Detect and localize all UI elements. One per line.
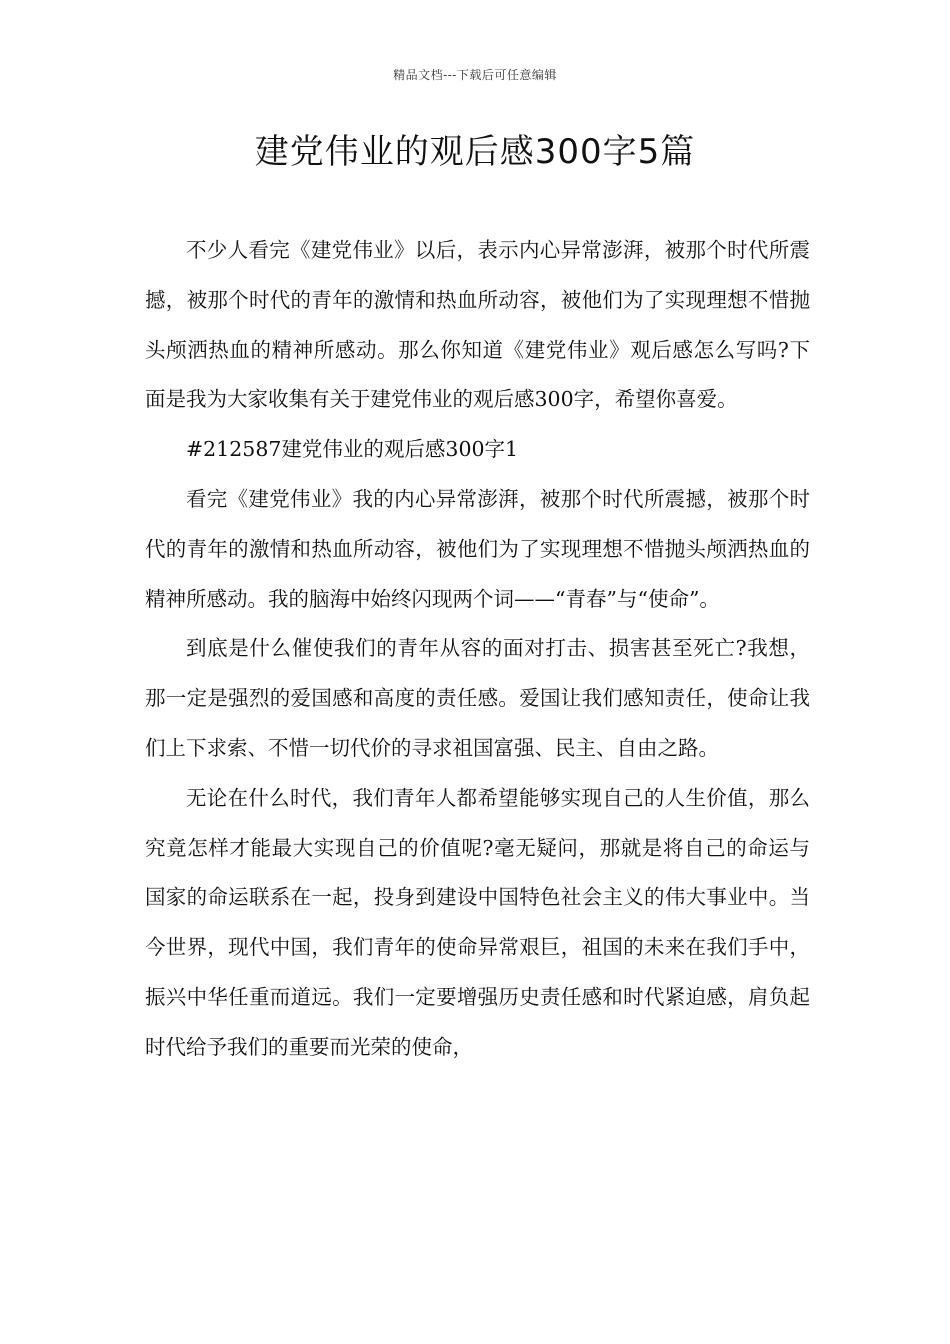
section-heading-1: #212587建党伟业的观后感300字1 xyxy=(186,437,519,462)
paragraph: 到底是什么催使我们的青年从容的面对打击、损害甚至死亡?我想，那一定是强烈的爱国感和高度的责任感。爱国让我们感知责任，使命让我们上下求索、不惜一切代价的寻求祖国富强、民主、自由之路。 xyxy=(145,636,810,760)
header-note: 精品文档---下载后可任意编辑 xyxy=(393,68,557,82)
paragraph: 看完《建党伟业》我的内心异常澎湃，被那个时代所震撼，被那个时代的青年的激情和热血所动容，被他们为了实现理想不惜抛头颅洒热血的精神所感动。我的脑海中始终闪现两个词——“青春”与“使命”。 xyxy=(145,486,810,611)
paragraph: 无论在什么时代，我们青年人都希望能够实现自己的人生价值，那么究竟怎样才能最大实现自己的价值呢?毫无疑问，那就是将自己的命运与国家的命运联系在一起，投身到建设中国特色社会主义的伟大事业中。当今世界，现代中国，我们青年的使命异常艰巨，祖国的未来在我们手中，振兴中华任重而道远。我们一定要增强历史责任感和时代紧迫感，肩负起时代给予我们的重要而光荣的使命， xyxy=(145,785,810,1059)
document-title: 建党伟业的观后感300字5篇 xyxy=(254,132,696,172)
document-body xyxy=(145,226,810,1073)
paragraph-intro: 不少人看完《建党伟业》以后，表示内心异常澎湃，被那个时代所震撼，被那个时代的青年的激情和热血所动容，被他们为了实现理想不惜抛头颅洒热血的精神所感动。那么你知道《建党伟业》观后感怎么写吗?下面是我为大家收集有关于建党伟业的观后感300字，希望你喜爱。 xyxy=(145,238,810,412)
